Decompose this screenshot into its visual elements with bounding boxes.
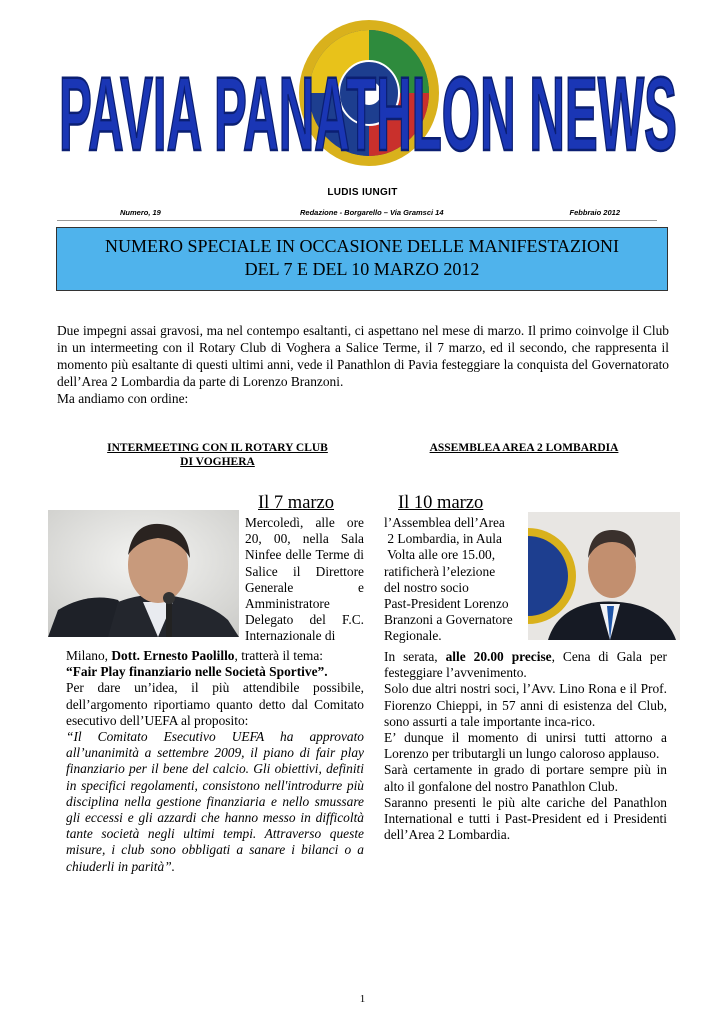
uefa-quote: “Il Comitato Esecutivo UEFA ha approvato all’unanimità a settembre 2009, il piano di fair play finanziario per il bene del calcio. Gli obiettivi, definiti in specifici regolamenti, consistono nell'introdurre più disciplina nella gestione finanziaria e nello smussare gli eccessi e gli azzardi che hanno messo in difficoltà tante società negli ultimi tempi. Attraverso queste misure, i club sono obbligati a sanare i bilanci o a chiuderli in parità”. (66, 729, 364, 874)
gala-time: alle 20.00 precise (445, 649, 552, 664)
right-side-line-5: del nostro socio (384, 579, 469, 595)
intro-paragraph (57, 322, 669, 407)
left-date-heading: Il 7 marzo (258, 493, 335, 513)
speaker-name: Dott. Ernesto Paolillo (111, 648, 235, 663)
right-paragraph-1 (384, 649, 667, 681)
paolillo-photo (48, 510, 239, 637)
right-side-line-2: 2 Lombardia, in Aula (384, 531, 502, 547)
issue-date: Febbraio 2012 (569, 208, 620, 217)
right-p1-start: In serata, (384, 649, 446, 664)
left-side-paragraph: Mercoledì, alle ore 20, 00, nella Sala Ninfee delle Terme di Salice il Direttore Generale e Amministratore Delegato del F.C. Internazionale di (245, 515, 364, 644)
issue-number: Numero, 19 (120, 208, 161, 217)
right-paragraph-3: E’ dunque il momento di unirsi tutti attorno a Lorenzo per tributargli un lungo caloroso applauso. (384, 730, 667, 762)
right-p1-end: , Cena di Gala per festeggiare l’avvenimento. (384, 649, 668, 681)
intro-text: Due impegni assai gravosi, ma nel contempo esaltanti, ci aspettano nel mese di marzo. Il primo coinvolge il Club in un intermeeting con il Rotary Club di Voghera a Salice Terme, il 7 marzo, ed il secondo, che rappresenta il momento più esaltante di questi ultimi anni, vede il Panathlon di Pavia festeggiare la conquista del Governatorato dell’Area 2 Lombardia da parte di Lorenzo Branzoni. (57, 323, 669, 389)
left-p1-start: Milano, (66, 648, 112, 663)
left-p1-end: , tratterà il tema: (234, 648, 323, 663)
header-divider (57, 220, 657, 221)
special-issue-banner (56, 227, 668, 291)
page-number: 1 (359, 993, 366, 1005)
right-paragraph-2: Solo due altri nostri soci, l’Avv. Lino Rona e il Prof. Fiorenzo Chieppi, in 57 anni di esistenza del Club, sono assurti a tale importante inca-rico. (384, 681, 667, 729)
right-date-heading: Il 10 marzo (398, 493, 484, 513)
right-side-line-4: ratificherà l’elezione (384, 563, 496, 579)
left-side-text (245, 515, 364, 645)
right-side-line-1: l’Assemblea dell’Area (384, 515, 505, 530)
right-main-text (384, 649, 667, 843)
masthead-title (48, 40, 688, 180)
banner-line-1: NUMERO SPECIALE IN OCCASIONE DELLE MANIFESTAZIONI (104, 236, 620, 256)
right-paragraph-4: Sarà certamente in grado di portare sempre più in alto il gonfalone del nostro Panathlon Club. (384, 762, 667, 794)
editorial-address: Redazione - Borgarello – Via Gramsci 14 (300, 208, 444, 217)
left-column-heading (70, 441, 365, 469)
left-heading-line-1: INTERMEETING CON IL ROTARY CLUB (107, 442, 328, 454)
branzoni-photo (528, 512, 680, 640)
banner-line-2: DEL 7 E DEL 10 MARZO 2012 (244, 259, 480, 279)
right-side-line-3: Volta alle ore 15.00, (384, 547, 496, 563)
right-side-line-6: Past-President Lorenzo (384, 596, 509, 612)
motto: LUDIS IUNGIT (327, 187, 398, 198)
talk-title: “Fair Play finanziario nelle Società Sportive”. (66, 664, 328, 680)
masthead-title-text: PAVIA PANATHLON NEWS (58, 56, 678, 174)
left-paragraph-1 (66, 648, 364, 664)
left-paragraph-3: Per dare un’idea, il più attendibile possibile, dell’argomento riportiamo quanto detto dal Comitato esecutivo dell’UEFA al proposito: (66, 680, 364, 728)
right-column-heading: ASSEMBLEA AREA 2 LOMBARDIA (429, 442, 619, 454)
left-heading-line-2: DI VOGHERA (180, 456, 255, 468)
right-side-line-7: Branzoni a Governatore (384, 612, 513, 628)
right-side-text (384, 515, 524, 645)
intro-closing: Ma andiamo con ordine: (57, 391, 189, 406)
left-main-text (66, 648, 364, 875)
right-side-line-8: Regionale. (384, 628, 442, 644)
right-paragraph-5: Saranno presenti le più alte cariche del Panathlon International e tutti i Past-President ed i Presidenti dell’Area 2 Lombardia. (384, 794, 667, 843)
